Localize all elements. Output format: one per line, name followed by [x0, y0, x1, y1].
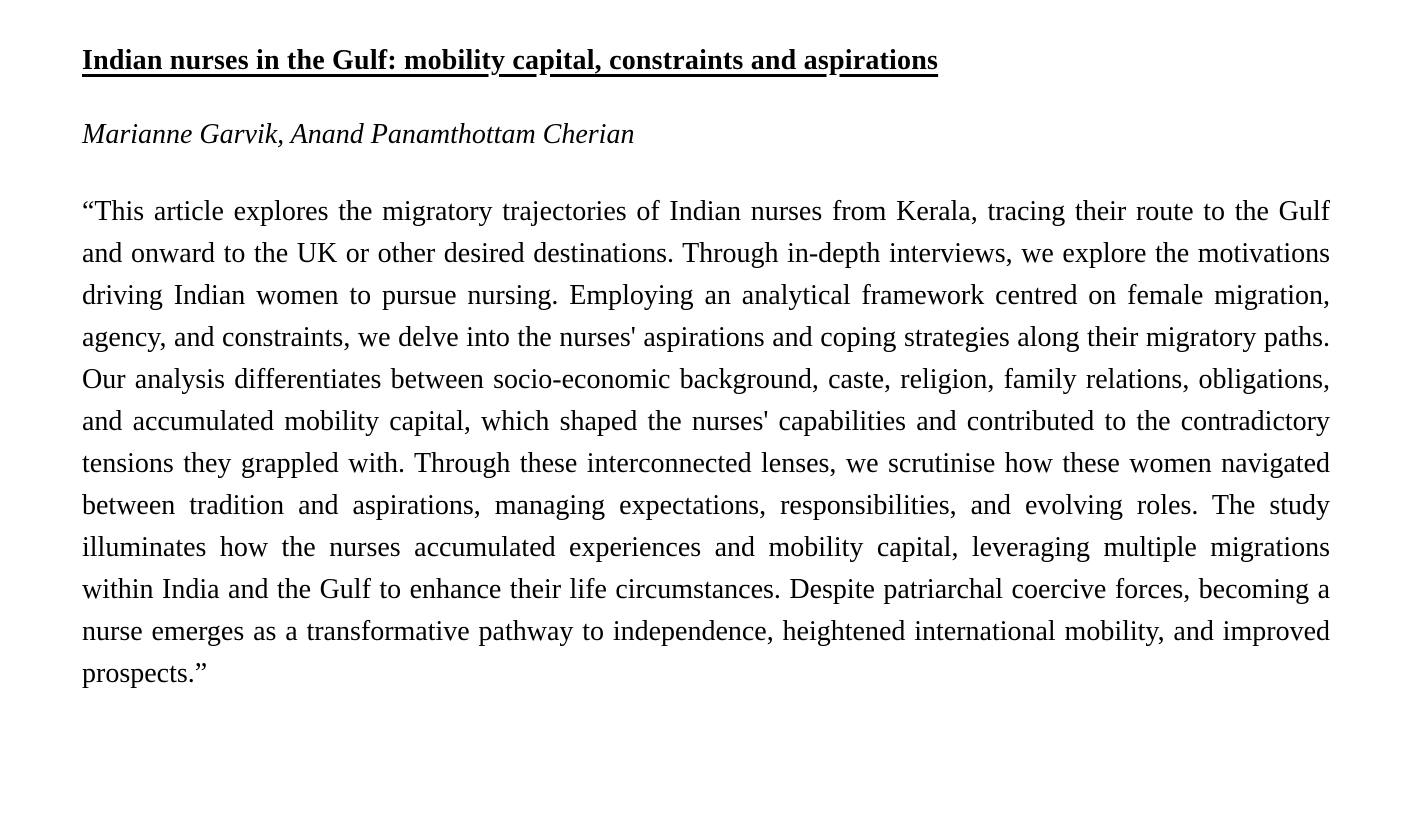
paper-abstract: “This article explores the migratory trajectories of Indian nurses from Kerala, tracing their route to the Gulf and onward to the UK or other desired destinations. Through in-depth interviews, we explore the motivations driving Indian women to pursue nursing. Employing an analytical framework centred on female migration, agency, and constraints, we delve into the nurses' aspirations and coping strategies along their migratory paths. Our analysis differentiates between socio-economic background, caste, religion, family relations, obligations, and accumulated mobility capital, which shaped the nurses' capabilities and contributed to the contradictory tensions they grappled with. Through these interconnected lenses, we scrutinise how these women navigated between tradition and aspirations, managing expectations, responsibilities, and evolving roles. The study illuminates how the nurses accumulated experiences and mobility capital, leveraging multiple migrations within India and the Gulf to enhance their life circumstances. Despite patriarchal coercive forces, becoming a nurse emerges as a transformative pathway to independence, heightened international mobility, and improved prospects.” — [82, 196, 1330, 689]
paper-authors: Marianne Garvik, Anand Panamthottam Cherian — [82, 119, 635, 150]
paper-title: Indian nurses in the Gulf: mobility capital, constraints and aspirations — [82, 45, 939, 76]
